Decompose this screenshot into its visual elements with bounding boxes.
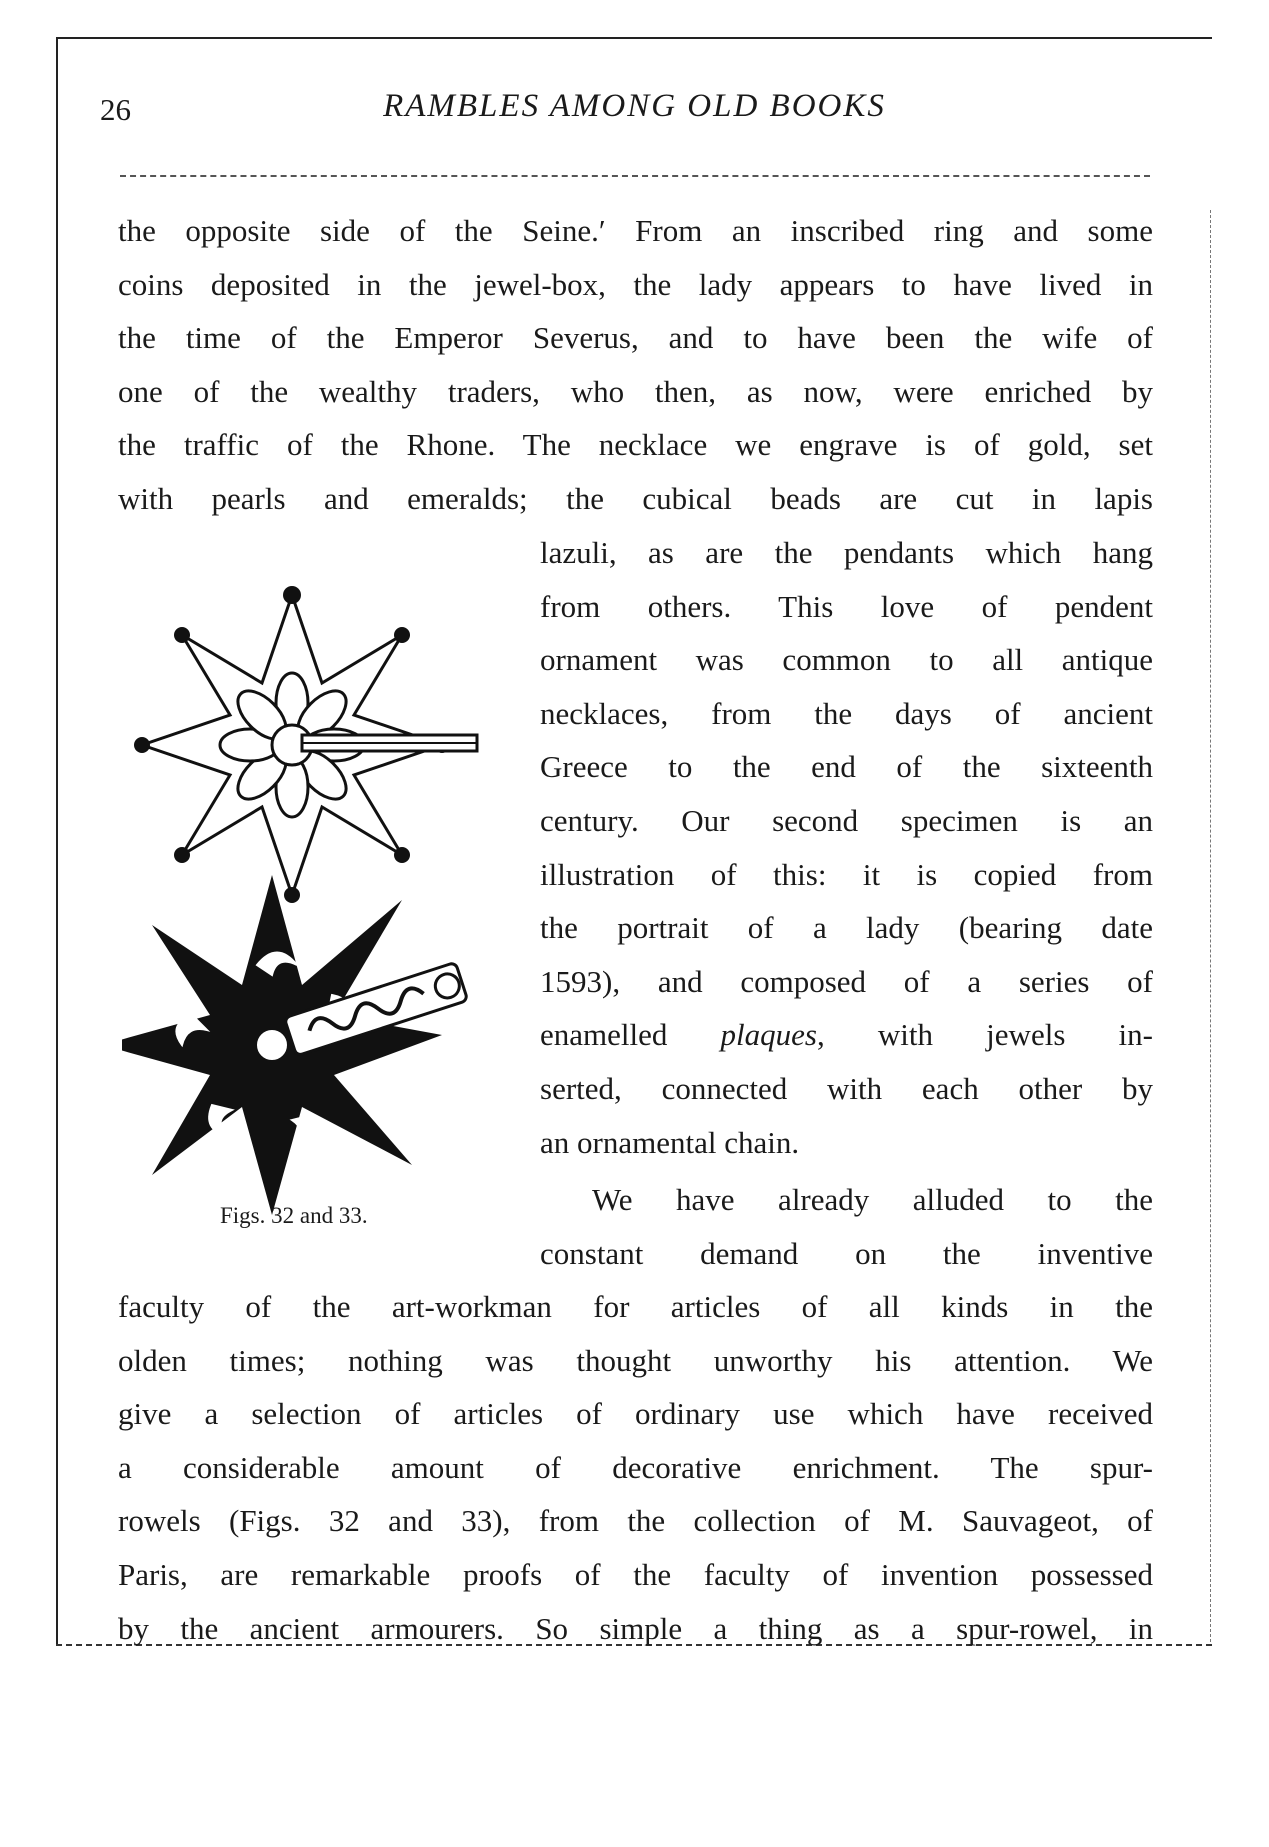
text-fragment: enamelled (540, 1017, 721, 1053)
text-line: from others. This love of pendent (540, 588, 1153, 624)
text-line: by the ancient armourers. So simple a thing as a spur-rowel, in (118, 1610, 1153, 1646)
text-line: constant demand on the inventive (540, 1235, 1153, 1271)
text-line: olden times; nothing was thought unworthy his attention. We (118, 1342, 1153, 1378)
running-head: RAMBLES AMONG OLD BOOKS (383, 88, 886, 124)
page-frame-right (1210, 210, 1211, 1642)
text-line: Greece to the end of the sixteenth (540, 749, 1153, 785)
spur-rowel-lower-icon (122, 875, 468, 1215)
text-line: rowels (Figs. 32 and 33), from the collection of M. Sauvageot, of (118, 1503, 1153, 1539)
paragraph-top (118, 204, 1153, 526)
spur-rowel-upper-icon (134, 586, 477, 903)
text-line: an ornamental chain. (540, 1124, 800, 1160)
text-line: serted, connected with each other by (540, 1070, 1153, 1106)
text-line: necklaces, from the days of ancient (540, 695, 1153, 731)
text-line: We have already alluded to the (592, 1182, 1153, 1217)
text-line: a considerable amount of decorative enrichment. The spur- (118, 1449, 1153, 1485)
text-line: Paris, are remarkable proofs of the faculty of invention possessed (118, 1556, 1153, 1592)
page-number: 26 (100, 92, 131, 127)
text-line: with pearls and emeralds; the cubical beads are cut in lapis (118, 480, 1153, 516)
text-line: give a selection of articles of ordinary use which have received (118, 1396, 1153, 1432)
text-line: the portrait of a lady (bearing date (540, 910, 1153, 946)
text-line: faculty of the art-workman for articles of all kinds in the (118, 1289, 1153, 1324)
page-frame-top (56, 37, 1212, 39)
text-line: one of the wealthy traders, who then, as now, were enriched by (118, 373, 1153, 409)
text-line-plaques (540, 1017, 1153, 1052)
text-line: coins deposited in the jewel-box, the lady appears to have lived in (118, 266, 1153, 302)
text-line: the opposite side of the Seine.′ From an inscribed ring and some (118, 213, 1153, 248)
figure-caption: Figs. 32 and 33. (220, 1203, 368, 1228)
text-line: the time of the Emperor Severus, and to have been the wife of (118, 320, 1153, 356)
paragraph-second-start (540, 1173, 1153, 1280)
paragraph-beside-figure (540, 526, 1153, 1169)
text-line: lazuli, as are the pendants which hang (540, 535, 1153, 570)
paragraph-bottom (118, 1280, 1153, 1655)
italic-word: plaques (720, 1017, 817, 1053)
text-line: the traffic of the Rhone. The necklace we engrave is of gold, set (118, 427, 1153, 463)
text-line: century. Our second specimen is an (540, 802, 1153, 838)
text-fragment: , with jewels in- (816, 1017, 1153, 1053)
text-line: illustration of this: it is copied from (540, 856, 1153, 892)
text-line: ornament was common to all antique (540, 642, 1153, 678)
spur-rowels-figure (122, 570, 522, 1230)
text-line: 1593), and composed of a series of (540, 963, 1153, 999)
header-rule (120, 175, 1150, 177)
page-frame-left (56, 37, 58, 1645)
